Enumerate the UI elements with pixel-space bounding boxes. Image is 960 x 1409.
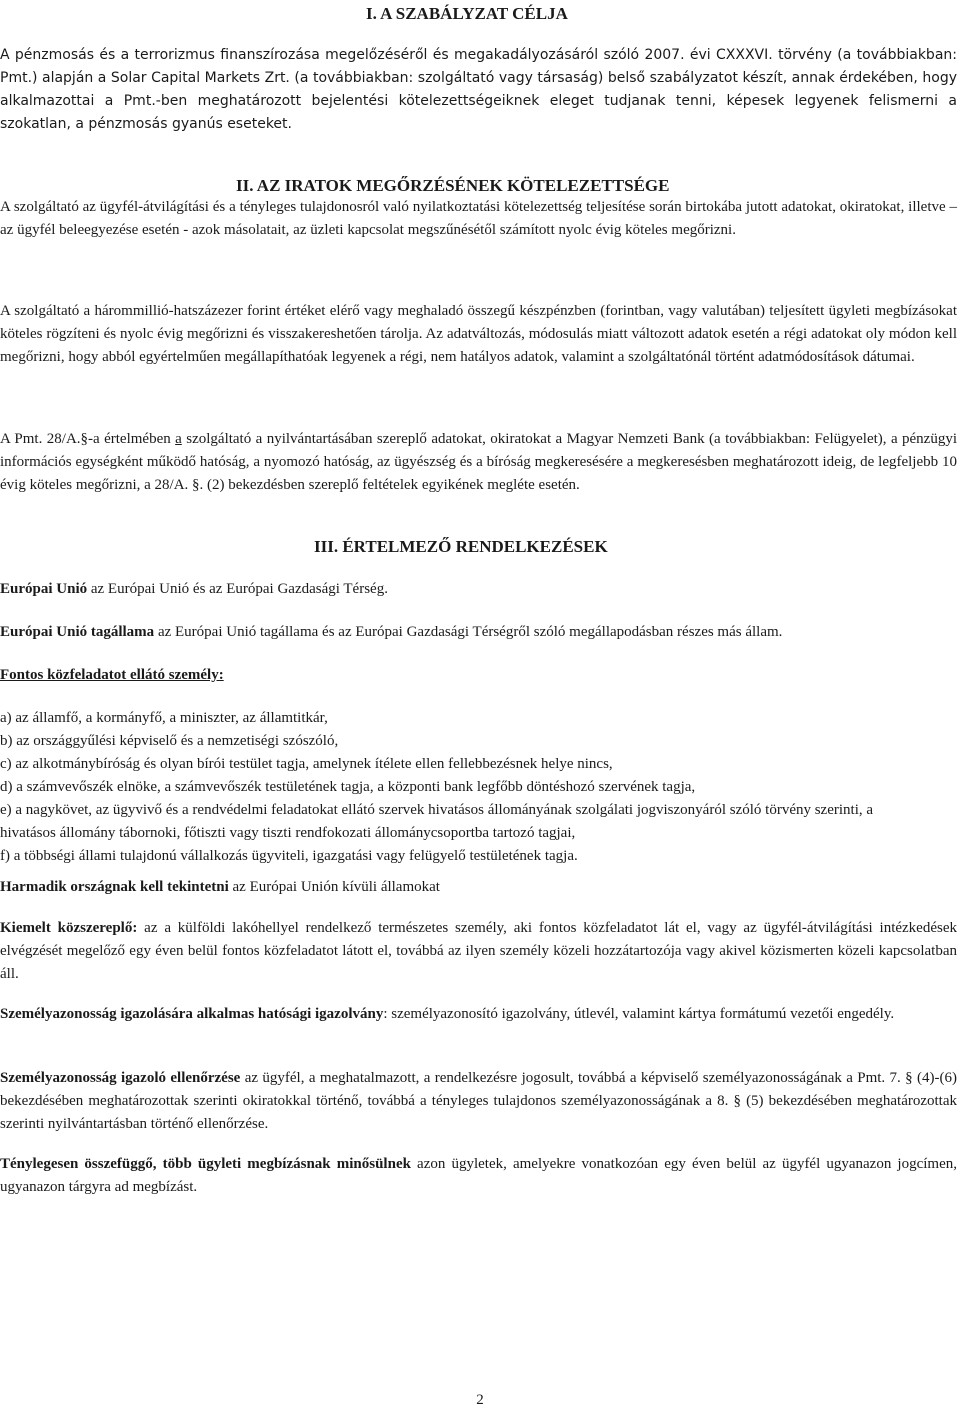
- section-2-title: II. AZ IRATOK MEGŐRZÉSÉNEK KÖTELEZETTSÉGE: [236, 176, 670, 195]
- definition-id-document: [0, 1003, 957, 1026]
- definition-eu: [0, 578, 957, 601]
- section-1-paragraph: A pénzmosás és a terrorizmus finanszírozása megelőzéséről és megakadályozásáról szóló 2007. évi CXXXVI. törvény (a továbbiakban: Pmt.) alapján a Solar Capital Markets Zrt. (a továbbiakban: szolgáltató vagy társaság) belső szabályzatot készít, annak érdekében, hogy alkalmazottai a Pmt.-ben meghatározott bejelentési kötelezettségeiknek eleget tudjanak tenni, képesek legyenek felismerni a szokatlan, a pénzmosás gyanús eseteket.: [0, 47, 957, 132]
- list-item: d) a számvevőszék elnöke, a számvevőszék testületének tagja, a központi bank legfőbb döntéshozó szervének tagja,: [0, 779, 696, 795]
- definition-public-office: [0, 664, 957, 687]
- definition-term: Fontos közfeladatot ellátó személy:: [0, 667, 224, 683]
- page-number: 2: [476, 1392, 484, 1408]
- definition-term: Személyazonosság igazolására alkalmas hatósági igazolvány: [0, 1006, 384, 1022]
- public-office-list: [0, 707, 910, 868]
- definition-term: Európai Unió: [0, 581, 88, 597]
- definition-third-country: [0, 876, 957, 899]
- section-3-title: III. ÉRTELMEZŐ RENDELKEZÉSEK: [314, 537, 608, 556]
- definition-term: Személyazonosság igazoló ellenőrzése: [0, 1070, 241, 1086]
- definition-text: az Európai Unión kívüli államokat: [228, 879, 440, 895]
- para3-start: A Pmt. 28/A.§-a értelmében: [0, 431, 176, 447]
- list-item: a) az államfő, a kormányfő, a miniszter, az államtitkár,: [0, 710, 328, 726]
- definition-pep: [0, 917, 957, 986]
- definition-eu-member: [0, 621, 957, 644]
- definition-text: az ügyfél, a meghatalmazott, a rendelkezésre jogosult, továbbá a képviselő személyazonosságának a Pmt. 7. § (4)-(6) bekezdésében meghatározottak szerinti okiratokkal történő, továbbá a tényleges tulajdonos személyazonosságának a 8. § (5) bekezdésében meghatározottak szerinti nyilvántartásban történő ellenőrzése.: [0, 1070, 958, 1132]
- list-item: f) a többségi állami tulajdonú vállalkozás ügyviteli, igazgatási vagy felügyelő testületének tagja.: [0, 848, 578, 864]
- definition-text: azon ügyletek, amelyekre vonatkozóan egy éven belül az ügyfél ugyanazon jogcímen, ugyanazon tárgyra ad megbízást.: [0, 1156, 957, 1195]
- definition-id-verification: [0, 1067, 957, 1136]
- section-2-paragraph-3: [0, 428, 957, 497]
- definition-text: az Európai Unió és az Európai Gazdasági Térség.: [87, 581, 388, 597]
- definition-term: Kiemelt közszereplő:: [0, 920, 138, 936]
- definition-text: az Európai Unió tagállama és az Európai Gazdasági Térségről szóló megállapodásban részes más állam.: [154, 624, 783, 640]
- section-2-paragraph-2: A szolgáltató a hárommillió-hatszázezer forint értéket elérő vagy meghaladó összegű készpénzben (forintban, vagy valutában) teljesített ügyleti megbízásokat köteles rögzíteni és nyolc évig megőrizni és visszakereshetően tárolja. Az adatváltozás, módosulás miatt változott adatok esetén a régi adatokat oly módon kell megőrizni, hogy abból egyértelműen megállapíthatóak legyenek a régi, nem hatályos adatok, valamint a szolgáltatónál történt adatmódosítások dátumai.: [0, 303, 957, 365]
- definition-text: az a külföldi lakóhellyel rendelkező természetes személy, aki fontos közfeladatot lát el, vagy az ügyfél-átvilágítási intézkedések elvégzését megelőző egy éven belül fontos közfeladatot látott el, továbbá az ilyen személy közeli hozzátartozója vagy akivel közismerten közeli kapcsolatban áll.: [0, 920, 957, 982]
- definition-term: Európai Unió tagállama: [0, 624, 155, 640]
- section-1-title: I. A SZABÁLYZAT CÉLJA: [366, 4, 568, 23]
- para3-end: szolgáltató a nyilvántartásában szereplő adatokat, okiratokat a Magyar Nemzeti Bank (a továbbiakban: Felügyelet), a pénzügyi információs egységként működő hatóság, a nyomozó hatóság, az ügyészség és a bíróság megkeresésére a megkeresésben meghatározott ideig, de legfeljebb 10 évig köteles megőrizni, a 28/A. §. (2) bekezdésben szereplő feltételek egyikének megléte esetén.: [0, 431, 958, 493]
- list-item: c) az alkotmánybíróság és olyan bírói testület tagja, amelynek ítélete ellen fellebbezésnek helye nincs,: [0, 756, 613, 772]
- list-item: e) a nagykövet, az ügyvivő és a rendvédelmi feladatokat ellátó szervek hivatásos állományának szolgálati jogviszonyáról szóló törvény szerinti, a hivatásos állomány tábornoki, főtiszti vagy tiszti rendfokozati állománycsoportba tartozó tagjai,: [0, 802, 874, 841]
- definition-term: Ténylegesen összefüggő, több ügyleti megbízásnak minősülnek: [0, 1156, 411, 1172]
- definition-related-orders: [0, 1153, 957, 1199]
- section-2-paragraph-1: A szolgáltató az ügyfél-átvilágítási és a tényleges tulajdonosról való nyilatkoztatási kötelezettség teljesítése során birtokába jutott adatokat, okiratokat, illetve – az ügyfél beleegyezése esetén - azok másolatait, az üzleti kapcsolat megszűnésétől számított nyolc évig köteles megőrizni.: [0, 199, 957, 238]
- definition-text: : személyazonosító igazolvány, útlevél, valamint kártya formátumú vezetői engedély.: [383, 1006, 895, 1022]
- definition-term: Harmadik országnak kell tekintetni: [0, 879, 229, 895]
- para3-underlined: a: [175, 431, 182, 447]
- list-item: b) az országgyűlési képviselő és a nemzetiségi szószóló,: [0, 733, 339, 749]
